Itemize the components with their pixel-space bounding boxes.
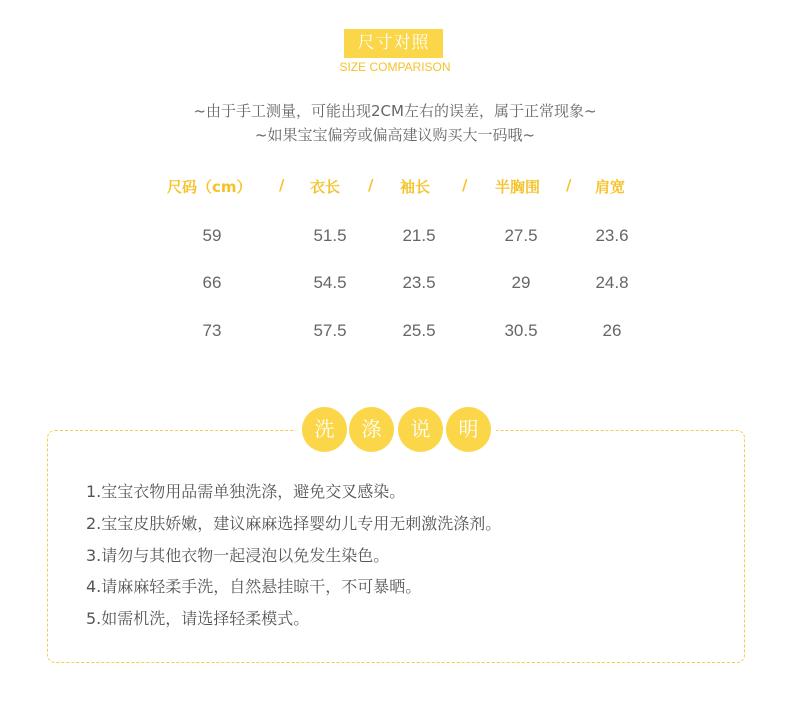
header-sleeve: 袖长 bbox=[400, 178, 431, 196]
measurement-note: ~由于手工测量，可能出现2CM左右的误差，属于正常现象~ bbox=[193, 102, 597, 120]
cell-length: 51.5 bbox=[313, 226, 347, 245]
cell-sleeve: 25.5 bbox=[402, 321, 436, 340]
cell-sleeve: 23.5 bbox=[402, 273, 436, 292]
cell-size: 59 bbox=[202, 226, 222, 245]
header-separator: / bbox=[279, 176, 285, 194]
header-separator: / bbox=[462, 176, 468, 194]
cell-half-chest: 30.5 bbox=[504, 321, 538, 340]
header-separator: / bbox=[368, 176, 374, 194]
cell-half-chest: 29 bbox=[511, 273, 531, 292]
washing-instruction: 4.请麻麻轻柔手洗，自然悬挂晾干，不可暴晒。 bbox=[86, 577, 422, 596]
header-half-chest: 半胸围 bbox=[495, 178, 541, 196]
cell-length: 57.5 bbox=[313, 321, 347, 340]
cell-size: 66 bbox=[202, 273, 222, 292]
header-size: 尺码（cm） bbox=[167, 178, 252, 196]
header-length: 衣长 bbox=[310, 178, 341, 196]
size-advice-note: ~如果宝宝偏旁或偏高建议购买大一码哦~ bbox=[254, 126, 536, 144]
washing-title-char: 洗 bbox=[302, 407, 347, 452]
washing-title-char: 说 bbox=[398, 407, 443, 452]
washing-instruction: 3.请勿与其他衣物一起浸泡以免发生染色。 bbox=[86, 546, 390, 565]
cell-sleeve: 21.5 bbox=[402, 226, 436, 245]
washing-instruction: 1.宝宝衣物用品需单独洗涤，避免交叉感染。 bbox=[86, 482, 406, 501]
cell-shoulder: 24.8 bbox=[595, 273, 629, 292]
cell-half-chest: 27.5 bbox=[504, 226, 538, 245]
header-separator: / bbox=[566, 176, 572, 194]
size-comparison-subtitle: SIZE COMPARISON bbox=[339, 60, 451, 74]
cell-length: 54.5 bbox=[313, 273, 347, 292]
washing-title-char: 涤 bbox=[349, 407, 394, 452]
header-shoulder: 肩宽 bbox=[595, 178, 626, 196]
washing-title-char: 明 bbox=[446, 407, 491, 452]
cell-shoulder: 26 bbox=[602, 321, 622, 340]
washing-instruction: 5.如需机洗，请选择轻柔模式。 bbox=[86, 609, 310, 628]
washing-instruction: 2.宝宝皮肤娇嫩，建议麻麻选择婴幼儿专用无刺激洗涤剂。 bbox=[86, 514, 502, 533]
cell-shoulder: 23.6 bbox=[595, 226, 629, 245]
size-comparison-title: 尺寸对照 bbox=[344, 29, 443, 58]
cell-size: 73 bbox=[202, 321, 222, 340]
